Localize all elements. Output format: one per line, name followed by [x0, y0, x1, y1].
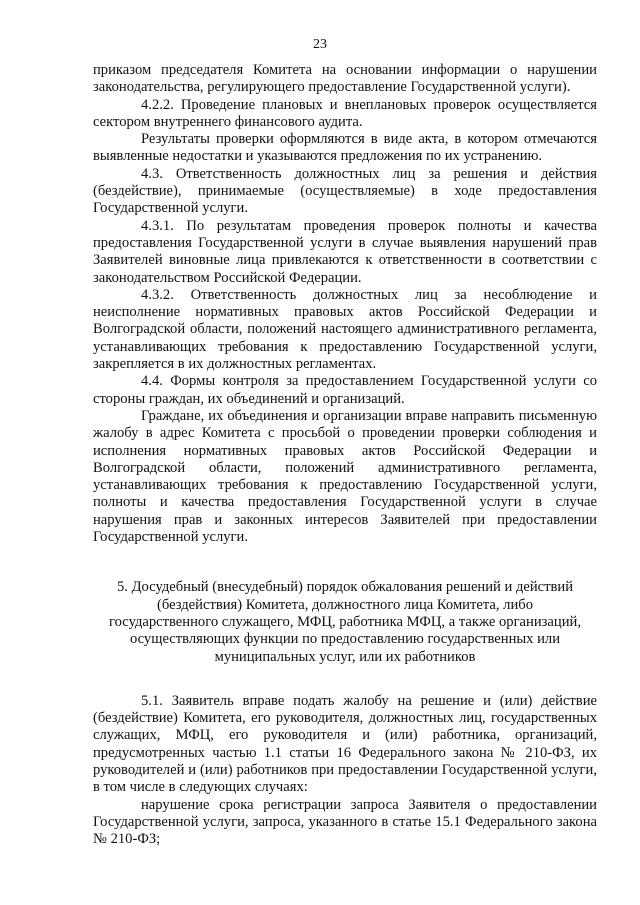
- paragraph-4-3-2: 4.3.2. Ответственность должностных лиц за несоблюдение и неисполнение нормативных правовых актов Российской Федерации и Волгоградской области, положений настоящего административного регламента, устанавливающих требования к предоставлению Государственной услуги, закрепляется в их должностных регламентах.: [93, 286, 597, 373]
- paragraph-4-4: 4.4. Формы контроля за предоставлением Государственной услуги со стороны граждан, их объединений и организаций.: [93, 373, 597, 407]
- section-heading: 5. Досудебный (внесудебный) порядок обжалования решений и действий (бездействия) Комитета, должностного лица Комитета, либо государственного служащего, МФЦ, работника МФЦ, а также организаций, осуществляющих функции по предоставлению государственных или муниципальных услуг, или их работников: [109, 579, 581, 665]
- paragraph-4-3: 4.3. Ответственность должностных лиц за решения и действия (бездействие), принимаемые (осуществляемые) в ходе предоставления Государственной услуги.: [93, 165, 597, 217]
- paragraph-4-2-2: 4.2.2. Проведение плановых и внеплановых проверок осуществляется сектором внутреннего финансового аудита.: [93, 96, 597, 130]
- paragraph-continuation: приказом председателя Комитета на основании информации о нарушении законодательства, регулирующего предоставление Государственной услуги).: [93, 62, 597, 96]
- paragraph-citizens-complaint: Граждане, их объединения и организации вправе направить письменную жалобу в адрес Комитета с просьбой о проведении проверки соблюдения и исполнения нормативных правовых актов Российской Федерации и Волгоградской области, положений административного регламента, устанавливающих требования к предоставлению Государственной услуги, полноты и качества предоставления Государственной услуги в случае нарушения прав и законных интересов Заявителей при предоставлении Государственной услуги.: [93, 407, 597, 546]
- page-number: 23: [313, 37, 327, 52]
- paragraph-registration-violation: нарушение срока регистрации запроса Заявителя о предоставлении Государственной услуги, запроса, указанного в статье 15.1 Федерального закона № 210-ФЗ;: [93, 796, 597, 848]
- paragraph-audit-results: Результаты проверки оформляются в виде акта, в котором отмечаются выявленные недостатки и указываются предложения по их устранению.: [93, 131, 597, 165]
- document-body: [93, 62, 597, 848]
- paragraph-4-3-1: 4.3.1. По результатам проведения проверок полноты и качества предоставления Государственной услуги в случае выявления нарушений прав Заявителей виновные лица привлекаются к ответственности в соответствии с законодательством Российской Федерации.: [93, 217, 597, 286]
- paragraph-5-1: 5.1. Заявитель вправе подать жалобу на решение и (или) действие (бездействие) Комитета, его руководителя, должностных лиц, государственных служащих, МФЦ, его руководителя и (или) работника, организаций, предусмотренных частью 1.1 статьи 16 Федерального закона № 210-ФЗ, их руководителей и (или) работников при предоставлении Государственной услуги, в том числе в следующих случаях:: [93, 692, 597, 796]
